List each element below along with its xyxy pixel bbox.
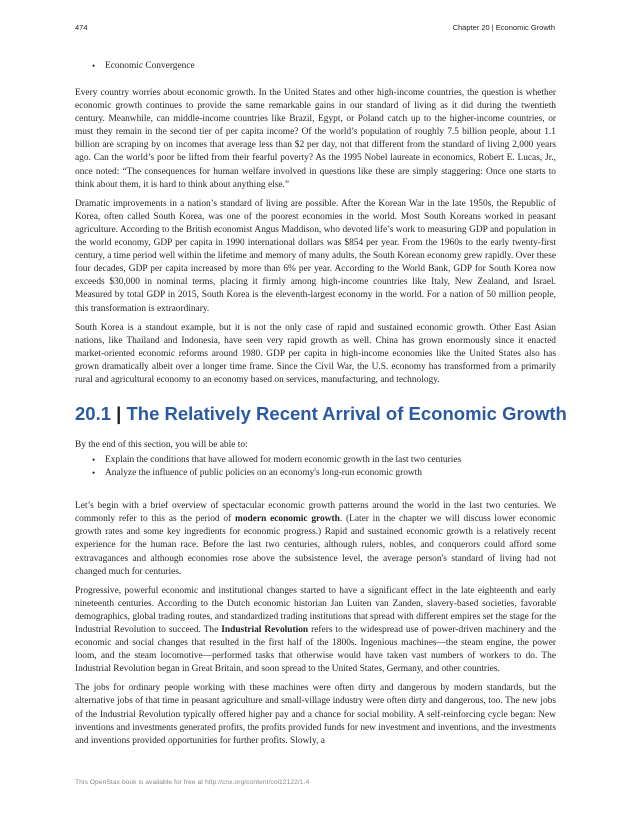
intro-paragraph-1: Every country worries about economic growth. In the United States and other high-income countries, the question is whether economic growth continues to provide the same remarkable gains in our standard of living as it did during the twentieth century. Meanwhile, can middle-income countries like Brazil, Egypt, or Poland catch up to the higher-income countries, or must they remain in the second tier of per capita income? Of the world’s population of roughly 7.5 billion people, about 1.1 billion are scraping by on incomes that average less than $2 per day, not that different from the standard of living 2,000 years ago. Can the world’s poor be lifted from their fearful poverty? As the 1995 Nobel laureate in economics, Robert E. Lucas, Jr., once noted: “The consequences for human welfare involved in questions like these are simply staggering: Once one starts to think about them, it is hard to think about anything else.”: [75, 88, 556, 190]
paragraph-text: Progressive, powerful economic and institutional changes started to have a significant effect in the late eighteenth and early nineteenth centuries. According to the Dutch economic historian Jan Luiten van Zanden, slavery-based societies, favorable demographics, global trading routes, and standardized trading institutions that spread with different empires set the stage for the Industrial Revolution to succeed. The: [75, 585, 556, 635]
paragraph-text: refers to the widespread use of power-driven machinery and the economic and social changes that resulted in the first half of the 1800s. Ingenious machines—the steam engine, the power loom, and the steam locomotive—performed tasks that otherwise would have taken vast numbers of workers to do. The Industrial Revolution began in Great Britain, and soon spread to the United States, Germany, and other countries.: [75, 625, 556, 675]
objectives-intro: By the end of this section, you will be able to:: [75, 440, 248, 451]
learning-objective-item: • Analyze the influence of public policies on an economy's long-run economic growth: [75, 467, 556, 480]
outline-bullet-list: [75, 60, 556, 73]
intro-paragraph-2: Dramatic improvements in a nation’s standard of living are possible. After the Korean War in the late 1950s, the Republic of Korea, often called South Korea, was one of the poorest economies in the world. Most South Koreans worked in peasant agriculture. According to the British economist Angus Maddison, who devoted life’s work to measuring GDP and population in the world economy, GDP per capita in 1990 international dollars was $854 per year. From the 1960s to the early twenty-first century, a time period well within the lifetime and memory of many adults, the South Korean economy grew rapidly. Over these four decades, GDP per capita increased by more than 6% per year. According to the World Bank, GDP for South Korea now exceeds $30,000 in nominal terms, placing it firmly among high-income countries like Italy, New Zealand, and Israel. Measured by total GDP in 2015, South Korea is the eleventh-largest economy in the world. For a nation of 50 million people, this transformation is extraordinary.: [75, 198, 556, 314]
learning-objective-item: • Explain the conditions that have allowed for modern economic growth in the last two centuries: [75, 454, 556, 467]
paragraph-text: . (Later in the chapter we will discuss lower economic growth rates and some key ingredients for economic progress.) Rapid and sustained economic growth is a relatively recent experience for the human race. Before the last two centuries, although rulers, nobles, and conquerors could afford some extravagances and although economies rose above the subsistence level, the average person's standard of living had not changed much for centuries.: [75, 514, 556, 577]
body-paragraph-industrial-revolution: [75, 585, 556, 677]
paragraph-text: Let’s begin with a brief overview of spectacular economic growth patterns around the world in the last two centuries. We commonly refer to this as the period of: [75, 501, 556, 525]
section-heading: [75, 403, 567, 425]
section-separator: |: [116, 403, 122, 425]
section-number: 20.1: [75, 403, 112, 425]
main-content: [75, 56, 567, 748]
chapter-title: Chapter 20 | Economic Growth: [452, 23, 555, 32]
body-paragraph-jobs: The jobs for ordinary people working with these machines were often dirty and dangerous by modern standards, but the alternative jobs of that time in peasant agriculture and small-village industry were often dirty and dangerous, too. The new jobs of the Industrial Revolution typically offered higher pay and a chance for social mobility. A self-reinforcing cycle began: New inventions and investments generated profits, the profits provided funds for new investment and inventions, and the investments and inventions provided opportunities for further profits. Slowly, a: [75, 683, 556, 746]
outline-bullet-item: • Economic Convergence: [75, 60, 556, 73]
running-header: [75, 23, 555, 35]
body-paragraph-modern-growth: [75, 500, 556, 579]
page-number: 474: [75, 23, 88, 32]
learning-objectives-list: [75, 454, 556, 480]
section-title: The Relatively Recent Arrival of Economic Growth: [126, 403, 567, 425]
page-footer: This OpenStax book is available for free at http://cnx.org/content/col12122/1.4: [75, 779, 310, 786]
key-term-industrial-revolution: Industrial Revolution: [221, 625, 309, 635]
key-term-modern-economic-growth: modern economic growth: [235, 514, 340, 525]
intro-paragraph-3: South Korea is a standout example, but it is not the only case of rapid and sustained economic growth. Other East Asian nations, like Thailand and Indonesia, have seen very rapid growth as well. China has grown enormously since it enacted market-oriented economic reforms around 1980. GDP per capita in high-income economies like the United States also has grown dramatically albeit over a longer time frame. Since the Civil War, the U.S. economy has transformed from a primarily rural and agricultural economy to an economy based on services, manufacturing, and technology.: [75, 322, 556, 385]
